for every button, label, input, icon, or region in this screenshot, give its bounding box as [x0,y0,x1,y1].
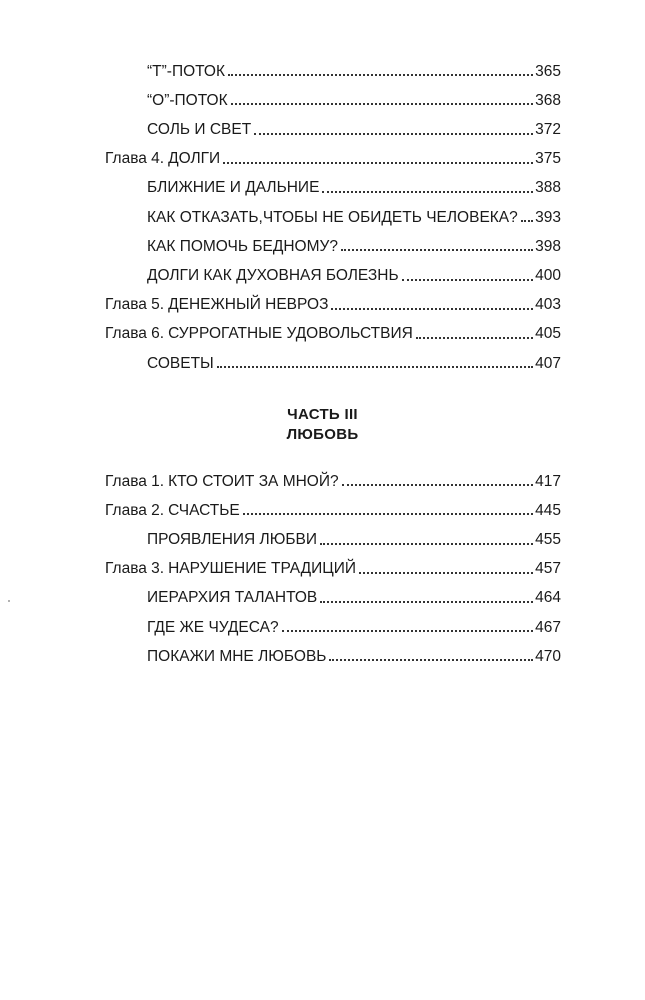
dot-leader [342,484,534,486]
toc-subentry [105,635,561,664]
page-number: 365 [535,62,561,80]
page-number: 403 [535,296,561,314]
toc-chapter-entry [105,313,561,342]
toc-subentry [105,254,561,283]
page-number: 464 [535,589,561,607]
page-number: 405 [535,325,561,343]
dot-leader [243,513,533,515]
entry-title: КАК ПОМОЧЬ БЕДНОМУ? [147,237,338,255]
entry-title: “Т”-ПОТОК [147,62,226,80]
entry-title: КАК ОТКАЗАТЬ,ЧТОБЫ НЕ ОБИДЕТЬ ЧЕЛОВЕКА? [147,208,518,226]
entry-title: БЛИЖНИЕ И ДАЛЬНИЕ [147,179,320,197]
entry-title: “О”-ПОТОК [147,91,228,109]
page-number: 398 [535,237,561,255]
entry-title: ИЕРАРХИЯ ТАЛАНТОВ [147,589,318,607]
chapter-number: Глава 4. [105,150,165,168]
toc-list-top [105,50,561,371]
toc-subentry [105,167,561,196]
page-number: 400 [535,267,561,284]
chapter-number: Глава 6. [105,325,165,343]
page-number: 467 [535,618,561,636]
toc-subentry [105,606,561,635]
part-heading [0,405,645,445]
toc-subentry [105,50,561,79]
toc-list-bottom [105,460,561,664]
entry-title: ДОЛГИ [168,150,221,168]
entry-title: СОЛЬ И СВЕТ [147,121,252,139]
page-number: 388 [535,179,561,197]
dot-leader [331,308,533,310]
entry-title: КТО СТОИТ ЗА МНОЙ? [168,472,339,490]
toc-subentry [105,196,561,225]
toc-chapter-entry [105,489,561,518]
dot-leader [521,220,533,222]
page-number: 455 [535,531,561,549]
entry-title: СУРРОГАТНЫЕ УДОВОЛЬСТВИЯ [168,325,413,343]
page-number: 368 [535,91,561,109]
dot-leader [359,572,533,574]
dot-leader [223,162,533,164]
dot-leader [231,103,534,105]
entry-title: СЧАСТЬЕ [168,501,240,519]
page-number: 457 [535,560,561,578]
dot-leader [320,601,533,603]
toc-chapter-entry [105,460,561,489]
page-number: 372 [535,121,561,139]
entry-title: ДЕНЕЖНЫЙ НЕВРОЗ [168,296,329,314]
dot-leader [282,630,534,632]
page-number: 417 [535,472,561,490]
dot-leader [320,543,533,545]
dot-leader [322,191,533,193]
entry-title: СОВЕТЫ [147,354,214,372]
page-number: 470 [535,647,561,665]
dot-leader [254,133,533,135]
toc-chapter-entry [105,138,561,167]
dot-leader [341,249,533,251]
toc-chapter-entry [105,284,561,313]
dot-leader [416,337,533,339]
dot-leader [217,366,533,368]
entry-title: ПОКАЖИ МНЕ ЛЮБОВЬ [147,647,327,665]
dot-leader [402,279,533,281]
entry-title: НАРУШЕНИЕ ТРАДИЦИЙ [168,560,357,578]
chapter-number: Глава 5. [105,296,165,314]
toc-subentry [105,518,561,547]
entry-title: ГДЕ ЖЕ ЧУДЕСА? [147,618,279,636]
chapter-number: Глава 1. [105,472,165,490]
entry-title: ПРОЯВЛЕНИЯ ЛЮБВИ [147,531,318,549]
dot-leader [329,659,533,661]
page-number: 375 [535,150,561,168]
part-number: ЧАСТЬ III [287,406,358,423]
page-number: 393 [535,208,561,226]
paper-speck [8,600,10,602]
dot-leader [228,74,533,76]
entry-title: ДОЛГИ КАК ДУХОВНАЯ БОЛЕЗНЬ [147,267,399,284]
chapter-number: Глава 2. [105,501,165,519]
toc-subentry [105,225,561,254]
page-number: 445 [535,501,561,519]
toc-subentry [105,342,561,371]
chapter-number: Глава 3. [105,560,165,578]
part-title: ЛЮБОВЬ [286,426,359,443]
toc-chapter-entry [105,548,561,577]
toc-subentry [105,79,561,108]
page-number: 407 [535,354,561,372]
toc-subentry [105,108,561,137]
toc-subentry [105,577,561,606]
